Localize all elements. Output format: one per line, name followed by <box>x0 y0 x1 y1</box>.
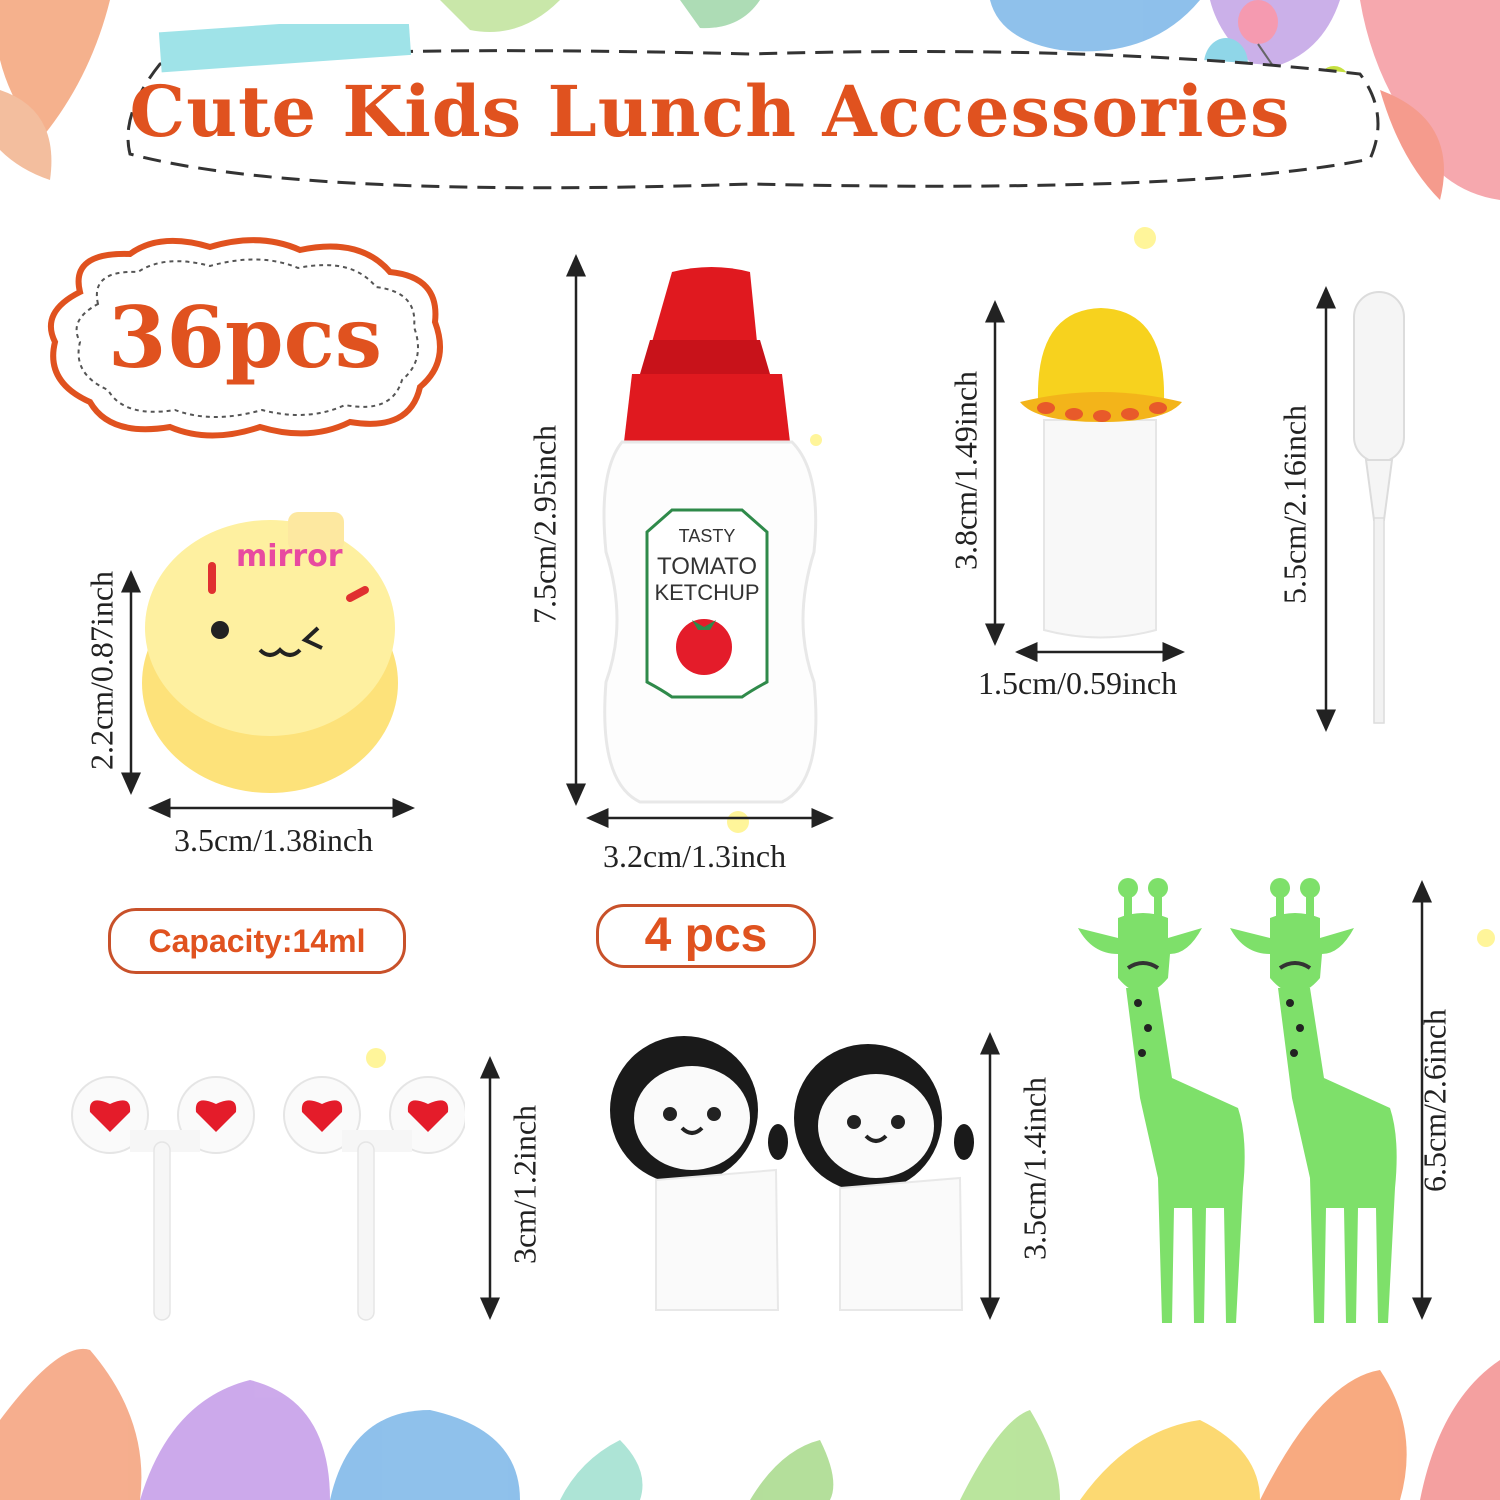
small-bottle-width-label: 1.5cm/0.59inch <box>978 665 1178 701</box>
sauce-box-height-label: 2.2cm/0.87inch <box>83 570 120 771</box>
container-lid-text: mirror <box>236 539 343 574</box>
ketchup-label-line3: KETCHUP <box>654 580 760 605</box>
page-title: Cute Kids Lunch Accessories <box>129 70 1291 153</box>
small-bottle-height-label: 3.8cm/1.49inch <box>947 370 984 571</box>
capacity-label: Capacity:14ml <box>108 908 406 974</box>
ketchup-width-label: 3.2cm/1.3inch <box>603 838 787 874</box>
dropper-height-label: 5.5cm/2.16inch <box>1276 404 1313 605</box>
lion-fork-height-label: 3.5cm/1.4inch <box>1016 1076 1053 1261</box>
ketchup-height-label: 7.5cm/2.95inch <box>526 424 563 625</box>
sauce-box-width-label: 3.5cm/1.38inch <box>174 822 374 858</box>
badge-count: 36pcs <box>107 288 383 387</box>
heart-pick-height-label: 3cm/1.2inch <box>506 1104 543 1265</box>
ketchup-label-line1: TASTY <box>678 526 736 546</box>
ketchup-label-line2: TOMATO <box>656 553 758 580</box>
bottle-count-label: 4 pcs <box>596 904 816 968</box>
giraffe-fork-height-label: 6.5cm/2.6inch <box>1416 1008 1453 1193</box>
